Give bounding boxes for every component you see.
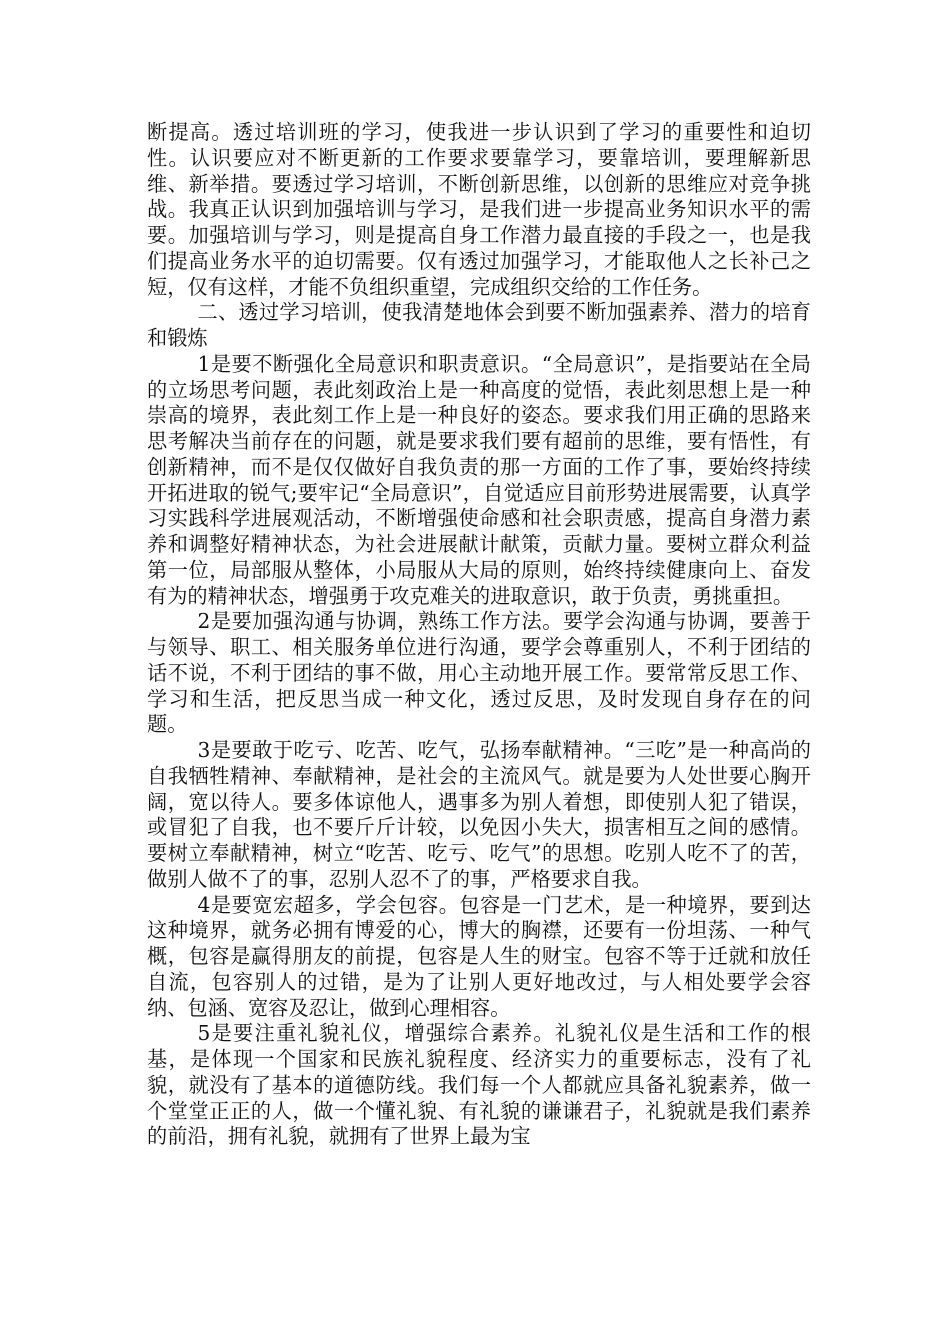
- paragraph-point-5: 5是要注重礼貌礼仪，增强综合素养。礼貌礼仪是生活和工作的根基，是体现一个国家和民族礼貌程度、经济实力的重要标志，没有了礼貌，就没有了基本的道德防线。我们每一个人都就应具备礼貌素养，做一个堂堂正正的人，做一个懂礼貌、有礼貌的谦谦君子，礼貌就是我们素养的前沿，拥有礼貌，就拥有了世界上最为宝: [147, 1021, 811, 1149]
- paragraph-point-4: 4是要宽宏超多，学会包容。包容是一门艺术，是一种境界，要到达这种境界，就务必拥有博爱的心，博大的胸襟，还要有一份坦荡、一种气概，包容是赢得朋友的前提，包容是人生的财宝。包容不等于迁就和放任自流，包容别人的过错，是为了让别人更好地改过，与人相处要学会容纳、包涵、宽容及忍让，做到心理相容。: [147, 892, 811, 1020]
- paragraph-point-2: 2是要加强沟通与协调，熟练工作方法。要学会沟通与协调，要善于与领导、职工、相关服务单位进行沟通，要学会尊重别人，不利于团结的话不说，不利于团结的事不做，用心主动地开展工作。要常常反思工作、学习和生活，把反思当成一种文化，透过反思，及时发现自身存在的问题。: [147, 609, 811, 737]
- paragraph-point-3: 3是要敢于吃亏、吃苦、吃气，弘扬奉献精神。“三吃”是一种高尚的自我牺牲精神、奉献精神，是社会的主流风气。就是要为人处世要心胸开阔，宽以待人。要多体谅他人，遇事多为别人着想，即使别人犯了错误，或冒犯了自我，也不要斤斤计较，以免因小失大，损害相互之间的感情。要树立奉献精神，树立“吃苦、吃亏、吃气”的思想。吃别人吃不了的苦，做别人做不了的事，忍别人忍不了的事，严格要求自我。: [147, 738, 811, 891]
- paragraph-point-1: 1是要不断强化全局意识和职责意识。“全局意识”，是指要站在全局的立场思考问题，表此刻政治上是一种高度的觉悟，表此刻思想上是一种崇高的境界，表此刻工作上是一种良好的姿态。要求我们用正确的思路来思考解决当前存在的问题，就是要求我们要有超前的思维，要有悟性，有创新精神，而不是仅仅做好自我负责的那一方面的工作了事，要始终持续开拓进取的锐气;要牢记“全局意识”，自觉适应目前形势进展需要，认真学习实践科学进展观活动，不断增强使命感和社会职责感，提高自身潜力素养和调整好精神状态，为社会进展献计献策，贡献力量。要树立群众利益第一位，局部服从整体，小局服从大局的原则，始终持续健康向上、奋发有为的精神状态，增强勇于攻克难关的进取意识，敢于负责，勇挑重担。: [147, 351, 811, 608]
- paragraph-continuation: 断提高。透过培训班的学习，使我进一步认识到了学习的重要性和迫切性。认识要应对不断更新的工作要求要靠学习，要靠培训，要理解新思维、新举措。要透过学习培训，不断创新思维，以创新的思维应对竞争挑战。我真正认识到加强培训与学习，是我们进一步提高业务知识水平的需要。加强培训与学习，则是提高自身工作潜力最直接的手段之一，也是我们提高业务水平的迫切需要。仅有透过加强学习，才能取他人之长补己之短，仅有这样，才能不负组织重望，完成组织交给的工作任务。: [147, 120, 811, 299]
- section-heading-2: 二、透过学习培训，使我清楚地体会到要不断加强素养、潜力的培育和锻炼: [147, 300, 811, 350]
- document-body: [147, 120, 811, 1150]
